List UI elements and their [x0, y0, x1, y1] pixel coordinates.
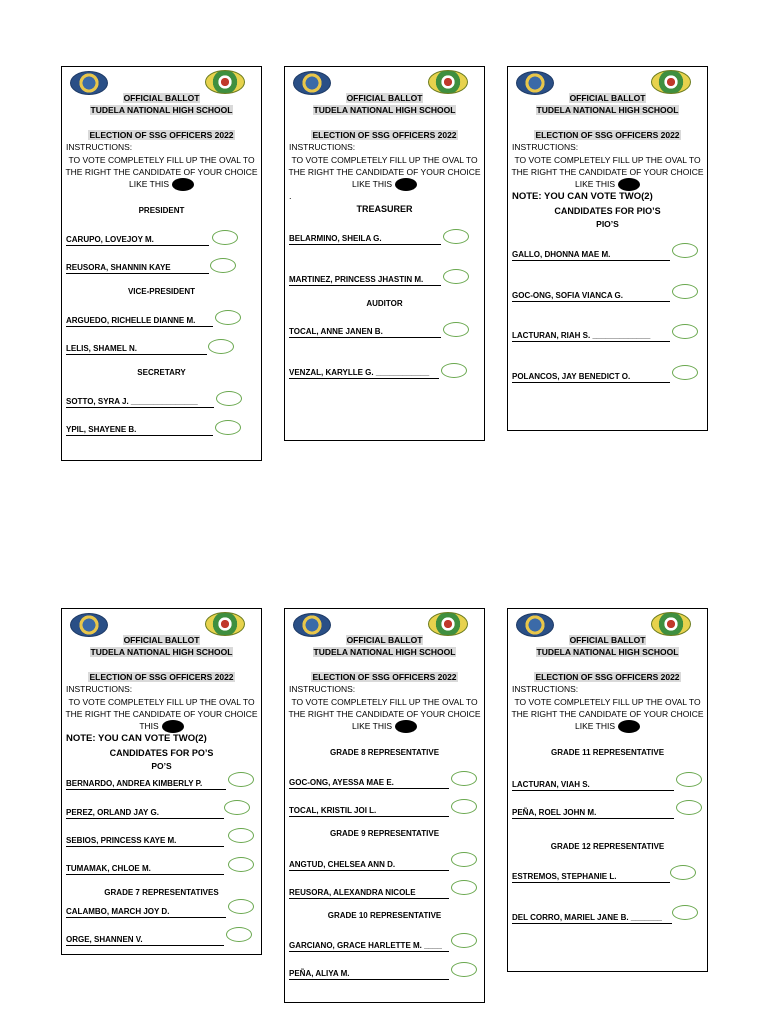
position-title: TREASURER	[356, 204, 413, 214]
ssg-seal-icon	[205, 70, 245, 94]
instructions-label: INSTRUCTIONS:	[66, 684, 133, 694]
vote-oval[interactable]	[228, 772, 254, 787]
position-title: GRADE 8 REPRESENTATIVE	[329, 748, 440, 757]
vote-note: CANDIDATES FOR PIO’S	[554, 206, 661, 216]
ssg-seal-icon	[651, 612, 691, 636]
instructions-label: INSTRUCTIONS:	[512, 142, 579, 152]
instructions-line: THE RIGHT THE CANDIDATE OF YOUR CHOICE	[65, 167, 258, 177]
school-name: TUDELA NATIONAL HIGH SCHOOL	[313, 105, 456, 115]
stray-dot: .	[289, 191, 292, 201]
position-title: AUDITOR	[366, 299, 403, 308]
position-title: GRADE 7 REPRESENTATIVES	[104, 888, 219, 897]
election-title: ELECTION OF SSG OFFICERS 2022	[535, 672, 680, 682]
instructions-line: TO VOTE COMPLETELY FILL UP THE OVAL TO	[291, 697, 478, 707]
ballot-president: OFFICIAL BALLOT TUDELA NATIONAL HIGH SCHOOL ELECTION OF SSG OFFICERS 2022 INSTRUCTIONS: TO VOTE COMPLETELY FILL UP THE OVAL TO THE RIGHT THE CANDIDATE OF YOUR CHOICE LIKE THIS PRESIDENT CARUPO, LOVEJOY M. REUSORA, SHANNIN KAYE VICE-PRESIDENT ARGUEDO, RICHELLE DIANNE M. LELIS, SHAMEL N. SECRETARY SOTTO, SYRA J. _______________ YPIL, SHAYENE B.	[61, 66, 262, 461]
vote-oval[interactable]	[672, 243, 698, 258]
instructions-line: THE RIGHT THE CANDIDATE OF YOUR CHOICE	[288, 709, 481, 719]
position-title: VICE-PRESIDENT	[127, 287, 196, 296]
vote-oval[interactable]	[672, 365, 698, 380]
ssg-seal-icon	[428, 70, 468, 94]
filled-oval-icon	[618, 178, 640, 191]
school-seal-icon	[516, 71, 554, 95]
position-title: PIO’S	[596, 219, 619, 229]
position-title: GRADE 11 REPRESENTATIVE	[550, 748, 665, 757]
vote-oval[interactable]	[224, 800, 250, 815]
vote-note: NOTE: YOU CAN VOTE TWO(2)	[66, 733, 207, 744]
vote-oval[interactable]	[226, 927, 252, 942]
vote-oval[interactable]	[451, 880, 477, 895]
instructions-line: THE RIGHT THE CANDIDATE OF YOUR CHOICE	[511, 167, 704, 177]
school-seal-icon	[516, 613, 554, 637]
election-title: ELECTION OF SSG OFFICERS 2022	[312, 130, 457, 140]
vote-oval[interactable]	[451, 933, 477, 948]
ssg-seal-icon	[205, 612, 245, 636]
instructions-line: THE RIGHT THE CANDIDATE OF YOUR CHOICE	[511, 709, 704, 719]
instructions-line: THE RIGHT THE CANDIDATE OF YOUR CHOICE	[288, 167, 481, 177]
vote-oval[interactable]	[451, 962, 477, 977]
ballot-title: OFFICIAL BALLOT	[569, 635, 646, 645]
school-name: TUDELA NATIONAL HIGH SCHOOL	[536, 647, 679, 657]
ballot-title: OFFICIAL BALLOT	[346, 93, 423, 103]
example-line: LIKE THIS	[285, 178, 484, 191]
school-name: TUDELA NATIONAL HIGH SCHOOL	[90, 105, 233, 115]
ballot-title: OFFICIAL BALLOT	[569, 93, 646, 103]
instructions-line: TO VOTE COMPLETELY FILL UP THE OVAL TO	[68, 155, 255, 165]
vote-oval[interactable]	[451, 799, 477, 814]
ssg-seal-icon	[651, 70, 691, 94]
vote-oval[interactable]	[451, 852, 477, 867]
school-name: TUDELA NATIONAL HIGH SCHOOL	[313, 647, 456, 657]
vote-oval[interactable]	[228, 828, 254, 843]
vote-note: CANDIDATES FOR PO’S	[109, 748, 214, 758]
instructions-label: INSTRUCTIONS:	[512, 684, 579, 694]
vote-oval[interactable]	[441, 363, 467, 378]
school-name: TUDELA NATIONAL HIGH SCHOOL	[90, 647, 233, 657]
instructions-label: INSTRUCTIONS:	[66, 142, 133, 152]
example-line: LIKE THIS	[508, 720, 707, 733]
position-title: GRADE 12 REPRESENTATIVE	[550, 842, 665, 851]
vote-oval[interactable]	[228, 899, 254, 914]
filled-oval-icon	[618, 720, 640, 733]
vote-oval[interactable]	[443, 322, 469, 337]
vote-oval[interactable]	[443, 229, 469, 244]
position-title: SECRETARY	[137, 368, 186, 377]
ballot-grade8-10: OFFICIAL BALLOT TUDELA NATIONAL HIGH SCHOOL ELECTION OF SSG OFFICERS 2022 INSTRUCTIONS: TO VOTE COMPLETELY FILL UP THE OVAL TO THE RIGHT THE CANDIDATE OF YOUR CHOICE LIKE THIS GRADE 8 REPRESENTATIVE GOC-ONG, AYESSA MAE E. TOCAL, KRISTIL JOI L. GRADE 9 REPRESENTATIVE ANGTUD, CHELSEA ANN D. REUSORA, ALEXANDRA NICOLE GRADE 10 REPRESENTATIVE GARCIANO, GRACE HARLETTE M. ____ PEÑA, ALIYA M.	[284, 608, 485, 1003]
instructions-line: TO VOTE COMPLETELY FILL UP THE OVAL TO	[68, 697, 255, 707]
vote-oval[interactable]	[451, 771, 477, 786]
election-title: ELECTION OF SSG OFFICERS 2022	[89, 672, 234, 682]
position-title: GRADE 9 REPRESENTATIVE	[329, 829, 440, 838]
ballot-title: OFFICIAL BALLOT	[123, 93, 200, 103]
ballot-grade11-12: OFFICIAL BALLOT TUDELA NATIONAL HIGH SCHOOL ELECTION OF SSG OFFICERS 2022 INSTRUCTIONS: TO VOTE COMPLETELY FILL UP THE OVAL TO THE RIGHT THE CANDIDATE OF YOUR CHOICE LIKE THIS GRADE 11 REPRESENTATIVE LACTURAN, VIAH S. PEÑA, ROEL JOHN M. GRADE 12 REPRESENTATIVE ESTREMOS, STEPHANIE L. DEL CORRO, MARIEL JANE B. _______	[507, 608, 708, 972]
vote-oval[interactable]	[208, 339, 234, 354]
school-name: TUDELA NATIONAL HIGH SCHOOL	[536, 105, 679, 115]
vote-oval[interactable]	[672, 905, 698, 920]
instructions-line: THE RIGHT THE CANDIDATE OF YOUR CHOICE	[65, 709, 258, 719]
filled-oval-icon	[172, 178, 194, 191]
ballot-po-grade7: OFFICIAL BALLOT TUDELA NATIONAL HIGH SCHOOL ELECTION OF SSG OFFICERS 2022 INSTRUCTIONS: TO VOTE COMPLETELY FILL UP THE OVAL TO THE RIGHT THE CANDIDATE OF YOUR CHOICE THIS NOTE: YOU CAN VOTE TWO(2) CANDIDATES FOR PO’S PO’S BERNARDO, ANDREA KIMBERLY P. PEREZ, ORLAND JAY G. SEBIOS, PRINCESS KAYE M. TUMAMAK, CHLOE M. GRADE 7 REPRESENTATIVES CALAMBO, MARCH JOY D. ORGE, SHANNEN V.	[61, 608, 262, 955]
vote-oval[interactable]	[215, 310, 241, 325]
election-title: ELECTION OF SSG OFFICERS 2022	[89, 130, 234, 140]
vote-oval[interactable]	[210, 258, 236, 273]
example-line: LIKE THIS	[508, 178, 707, 191]
position-title: PO’S	[151, 761, 172, 771]
instructions-line: TO VOTE COMPLETELY FILL UP THE OVAL TO	[514, 155, 701, 165]
position-title: PRESIDENT	[138, 206, 185, 215]
election-title: ELECTION OF SSG OFFICERS 2022	[312, 672, 457, 682]
ballot-treasurer: OFFICIAL BALLOT TUDELA NATIONAL HIGH SCHOOL ELECTION OF SSG OFFICERS 2022 INSTRUCTIONS: TO VOTE COMPLETELY FILL UP THE OVAL TO THE RIGHT THE CANDIDATE OF YOUR CHOICE LIKE THIS . TREASURER BELARMINO, SHEILA G. MARTINEZ, PRINCESS JHASTIN M. AUDITOR TOCAL, ANNE JANEN B. VENZAL, KARYLLE G. ____________	[284, 66, 485, 441]
election-title: ELECTION OF SSG OFFICERS 2022	[535, 130, 680, 140]
instructions-line: TO VOTE COMPLETELY FILL UP THE OVAL TO	[291, 155, 478, 165]
filled-oval-icon	[162, 720, 184, 733]
position-title: GRADE 10 REPRESENTATIVE	[327, 911, 442, 920]
filled-oval-icon	[395, 178, 417, 191]
example-line: LIKE THIS	[285, 720, 484, 733]
instructions-label: INSTRUCTIONS:	[289, 684, 356, 694]
vote-oval[interactable]	[216, 391, 242, 406]
school-seal-icon	[293, 71, 331, 95]
ballot-title: OFFICIAL BALLOT	[346, 635, 423, 645]
ssg-seal-icon	[428, 612, 468, 636]
vote-oval[interactable]	[228, 857, 254, 872]
filled-oval-icon	[395, 720, 417, 733]
vote-oval[interactable]	[676, 800, 702, 815]
school-seal-icon	[70, 613, 108, 637]
school-seal-icon	[70, 71, 108, 95]
vote-oval[interactable]	[672, 324, 698, 339]
vote-oval[interactable]	[672, 284, 698, 299]
vote-oval[interactable]	[215, 420, 241, 435]
ballot-pio: OFFICIAL BALLOT TUDELA NATIONAL HIGH SCHOOL ELECTION OF SSG OFFICERS 2022 INSTRUCTIONS: TO VOTE COMPLETELY FILL UP THE OVAL TO THE RIGHT THE CANDIDATE OF YOUR CHOICE LIKE THIS NOTE: YOU CAN VOTE TWO(2) CANDIDATES FOR PIO’S PIO’S GALLO, DHONNA MAE M. GOC-ONG, SOFIA VIANCA G. LACTURAN, RIAH S. _____________ POLANCOS, JAY BENEDICT O.	[507, 66, 708, 431]
school-seal-icon	[293, 613, 331, 637]
vote-oval[interactable]	[443, 269, 469, 284]
vote-oval[interactable]	[676, 772, 702, 787]
instructions-line: TO VOTE COMPLETELY FILL UP THE OVAL TO	[514, 697, 701, 707]
example-line: LIKE THIS	[62, 178, 261, 191]
ballot-title: OFFICIAL BALLOT	[123, 635, 200, 645]
vote-oval[interactable]	[670, 865, 696, 880]
instructions-label: INSTRUCTIONS:	[289, 142, 356, 152]
vote-oval[interactable]	[212, 230, 238, 245]
vote-note: NOTE: YOU CAN VOTE TWO(2)	[512, 191, 653, 202]
example-line: THIS	[62, 720, 261, 733]
